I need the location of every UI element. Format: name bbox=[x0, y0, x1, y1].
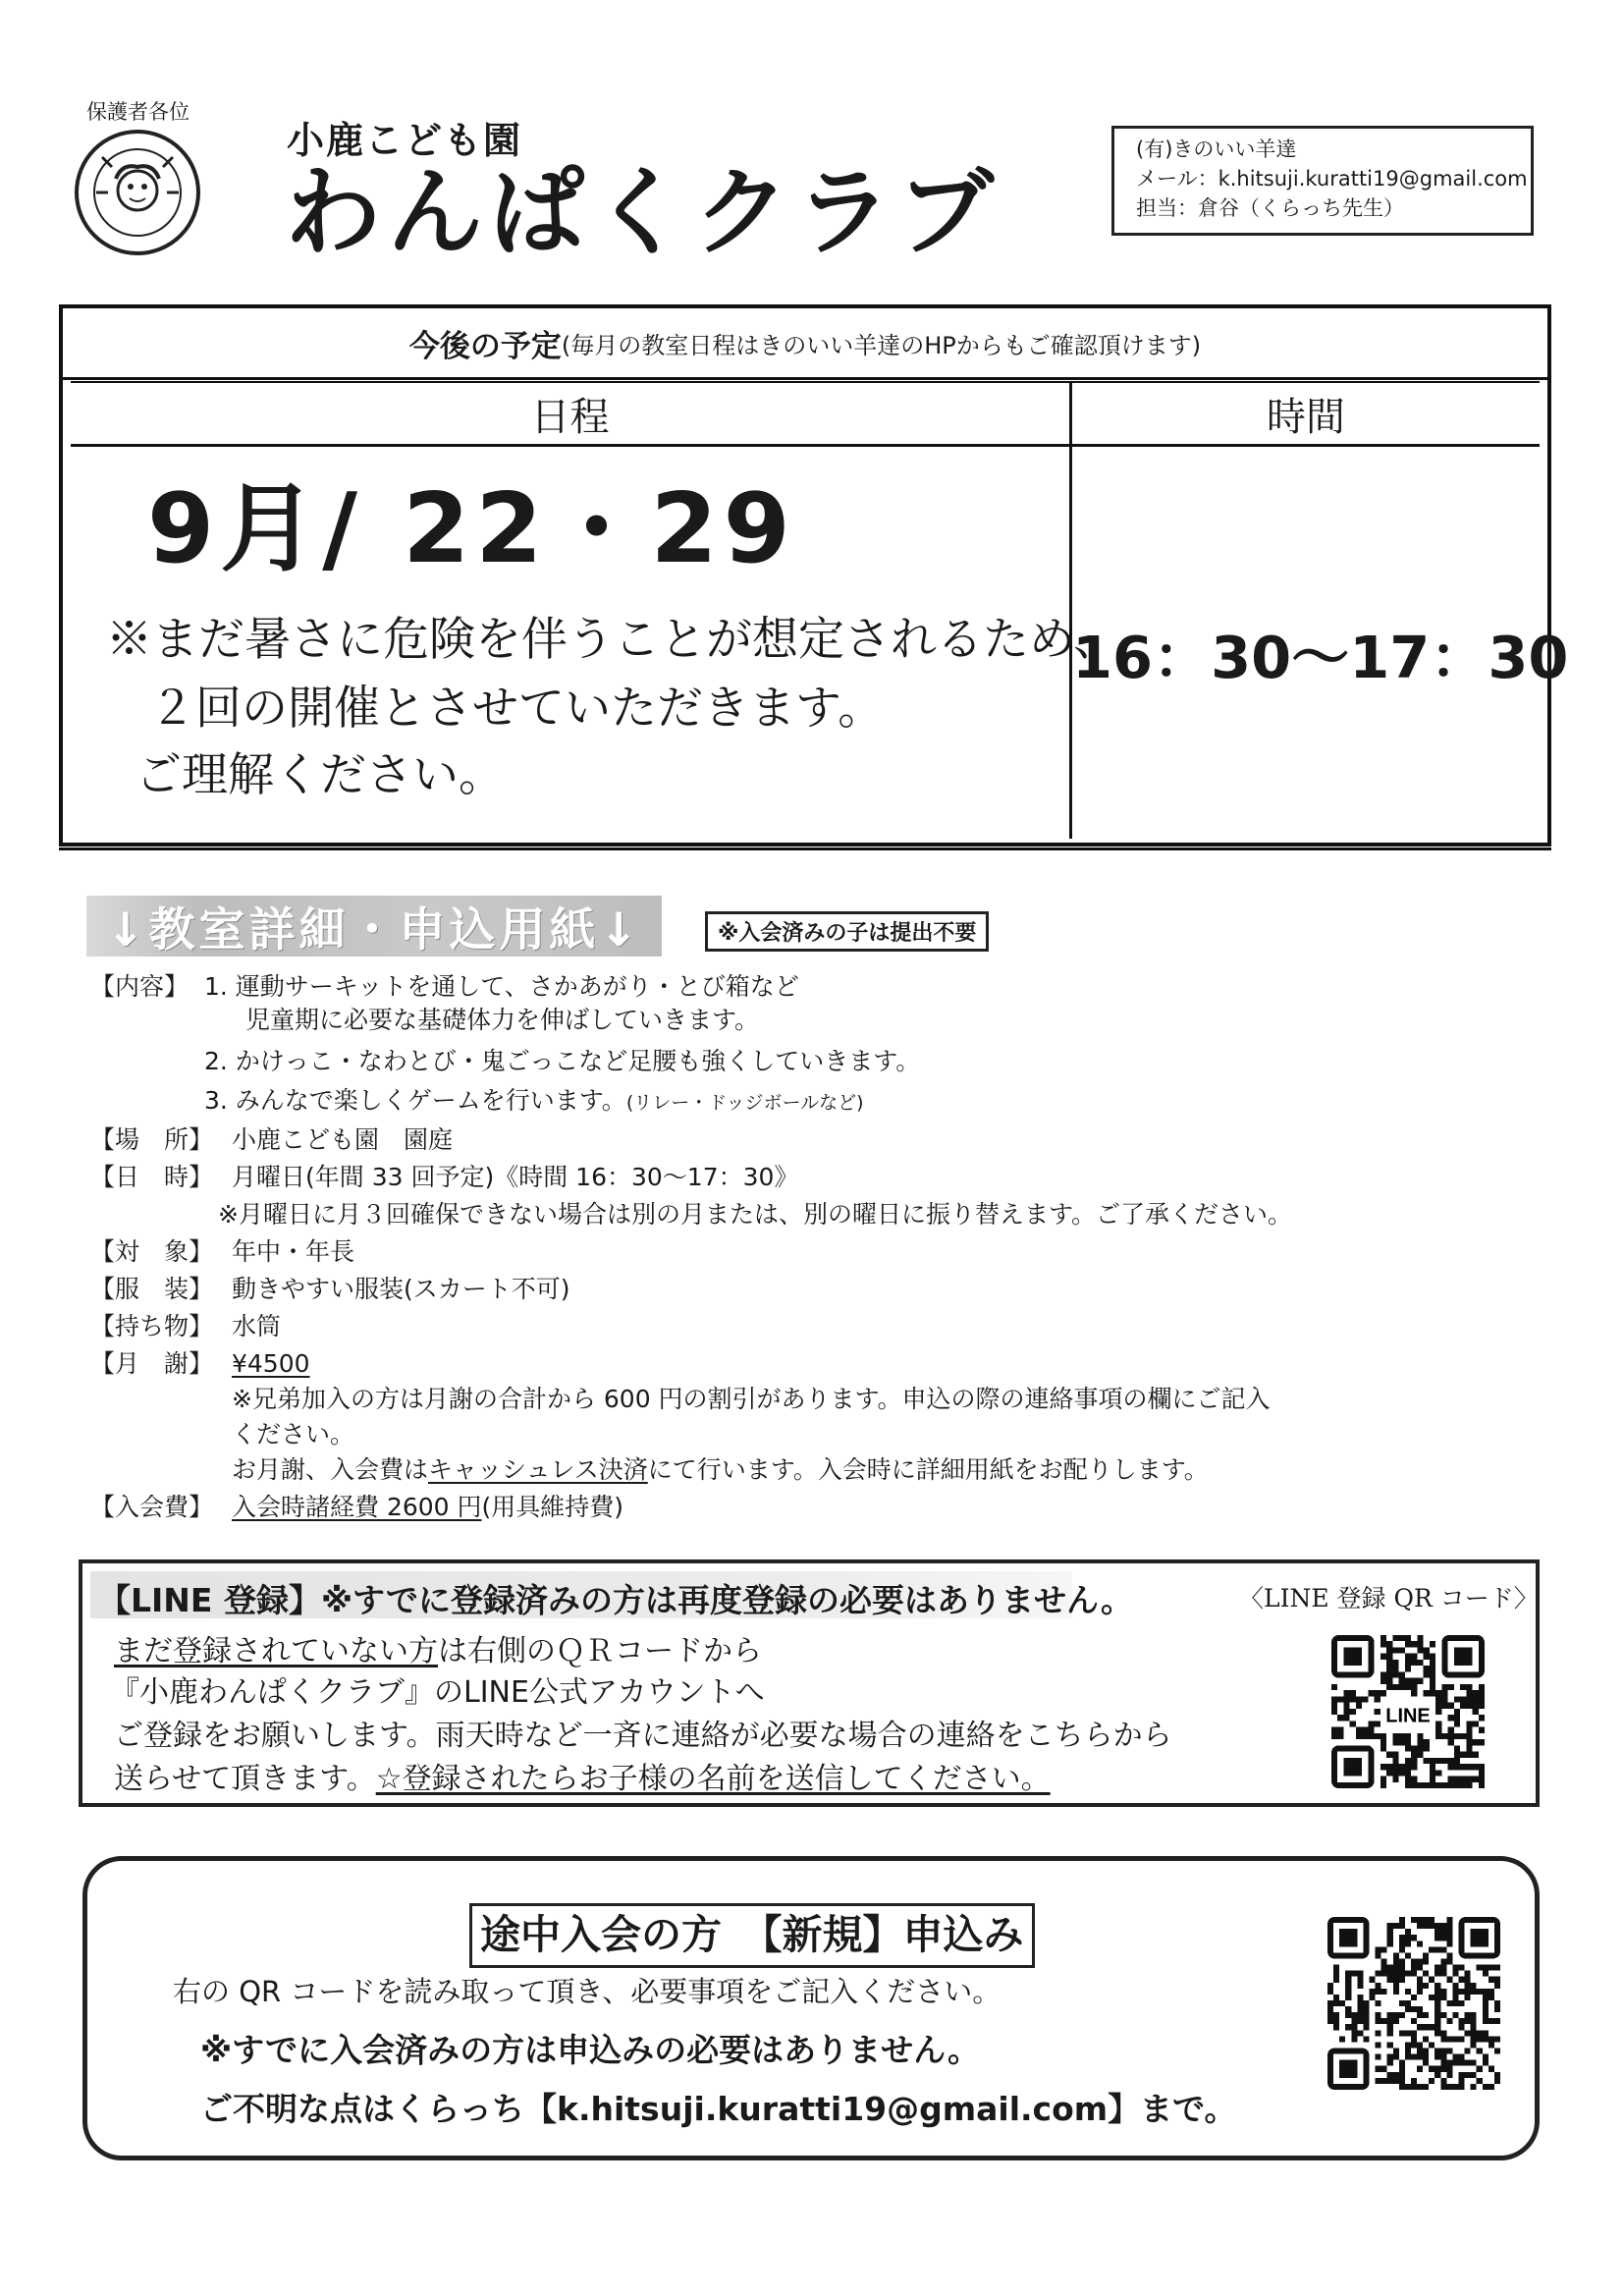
entry-fee-value: 入会時諸経費 2600 円(用具維持費) bbox=[232, 1493, 624, 1521]
schedule-table bbox=[59, 304, 1569, 847]
line-qr-label: 〈LINE 登録 QR コード〉 bbox=[1239, 1584, 1539, 1613]
schedule-body bbox=[71, 446, 1569, 839]
date-column-header: 日程 bbox=[530, 394, 610, 440]
fee-note-2: ください。 bbox=[232, 1420, 355, 1449]
fee-label: 【月 謝】 bbox=[90, 1349, 214, 1378]
items-label: 【持ち物】 bbox=[90, 1312, 214, 1340]
schedule-note-line2: ２回の開催とさせていただきます。 bbox=[149, 682, 885, 736]
contact-box bbox=[1111, 126, 1534, 236]
content-item-3: 3. みんなで楽しくゲームを行います。(リレー・ドッジボールなど) bbox=[204, 1086, 864, 1115]
fee-note-1: ※兄弟加入の方は月謝の合計から 600 円の割引があります。申込の際の連絡事項の欄にご記入 bbox=[232, 1385, 1271, 1413]
line-text-2: 『小鹿わんぱくクラブ』のLINE公式アカウントへ bbox=[110, 1675, 765, 1710]
schedule-column-header bbox=[71, 381, 1540, 447]
place-label: 【場 所】 bbox=[90, 1125, 214, 1154]
line-heading: 【LINE 登録】※すでに登録済みの方は再度登録の必要はありません。 bbox=[98, 1581, 1134, 1619]
clothes-label: 【服 装】 bbox=[90, 1275, 214, 1303]
time-column-header: 時間 bbox=[1267, 394, 1345, 440]
details-banner: ↓教室詳細・申込用紙↓ bbox=[86, 896, 662, 957]
recipient-label: 保護者各位 bbox=[86, 100, 189, 124]
application-title: 途中入会の方 【新規】申込み bbox=[469, 1903, 1035, 1968]
content-item-3-note: (リレー・ドッジボールなど) bbox=[625, 1092, 864, 1114]
kinoii-hitsuji-logo-icon bbox=[73, 128, 202, 257]
datetime-note: ※月曜日に月３回確保できない場合は別の月または、別の曜日に振り替えます。ご了承ください。 bbox=[218, 1200, 1292, 1229]
content-item-2: 2. かけっこ・なわとび・鬼ごっこなど足腰も強くしていきます。 bbox=[204, 1047, 921, 1075]
line-text-3: ご登録をお願いします。雨天時など一斉に連絡が必要な場合の連絡をこちらから bbox=[114, 1719, 1172, 1753]
line-text-1: まだ登録されていない方は右側のＱＲコードから bbox=[114, 1634, 762, 1668]
kindergarten-name: 小鹿こども園 bbox=[287, 119, 523, 162]
datetime-value: 月曜日(年間 33 回予定)《時間 16：30～17：30》 bbox=[232, 1163, 799, 1191]
schedule-time: 16：30～17：30 bbox=[1072, 624, 1569, 691]
fee-value: ¥4500 bbox=[232, 1349, 310, 1378]
schedule-title-note: (毎月の教室日程はきのいい羊達のHPからもご確認頂けます) bbox=[561, 331, 1202, 359]
application-instruction: 右の QR コードを読み取って頂き、必要事項をご記入ください。 bbox=[173, 1975, 1001, 2008]
contact-person: 担当：倉谷（くらっち先生） bbox=[1136, 196, 1404, 220]
items-value: 水筒 bbox=[232, 1312, 282, 1340]
entry-fee-label: 【入会費】 bbox=[90, 1493, 214, 1521]
content-item-1b: 児童期に必要な基礎体力を伸ばしていきます。 bbox=[245, 1006, 760, 1034]
schedule-title-row bbox=[63, 308, 1547, 380]
cashless-payment: キャッシュレス決済 bbox=[428, 1455, 648, 1484]
schedule-note-line3: ご理解ください。 bbox=[135, 748, 505, 802]
datetime-label: 【日 時】 bbox=[90, 1163, 214, 1191]
contact-email: メール：k.hitsuji.kuratti19@gmail.com bbox=[1136, 167, 1528, 191]
line-logo-icon: LINE bbox=[1385, 1705, 1431, 1727]
target-value: 年中・年長 bbox=[232, 1237, 355, 1266]
content-label: 【内容】 bbox=[90, 972, 189, 1001]
target-label: 【対 象】 bbox=[90, 1237, 214, 1266]
clothes-value: 動きやすい服装(スカート不可) bbox=[232, 1275, 570, 1303]
schedule-dates: 9月/ 22・29 bbox=[147, 473, 796, 585]
exempt-note: ※入会済みの子は提出不要 bbox=[705, 911, 989, 952]
line-text-4: 送らせて頂きます。☆登録されたらお子様の名前を送信してください。 bbox=[114, 1762, 1051, 1796]
schedule-title: 今後の予定 bbox=[408, 328, 562, 364]
schedule-bottom-rule bbox=[59, 843, 1551, 850]
place-value: 小鹿こども園 園庭 bbox=[232, 1125, 454, 1154]
content-item-1a: 1. 運動サーキットを通して、さかあがり・とび箱など bbox=[204, 972, 799, 1001]
line-qr-code-icon[interactable] bbox=[1331, 1630, 1485, 1793]
fee-note-3: お月謝、入会費はキャッシュレス決済にて行います。入会時に詳細用紙をお配りします。 bbox=[232, 1455, 1209, 1484]
schedule-note-line1: ※まだ暑さに危険を伴うことが想定されるため、 bbox=[106, 613, 1120, 667]
application-qr-code-icon[interactable] bbox=[1327, 1913, 1500, 2094]
club-title: わんぱくクラブ bbox=[285, 157, 1001, 269]
contact-company: (有)きのいい羊達 bbox=[1136, 137, 1297, 161]
application-exempt-note: ※すでに入会済みの方は申込みの必要はありません。 bbox=[200, 2031, 981, 2069]
application-contact: ご不明な点はくらっち【k.hitsuji.kuratti19@gmail.com】まで。 bbox=[200, 2090, 1237, 2128]
